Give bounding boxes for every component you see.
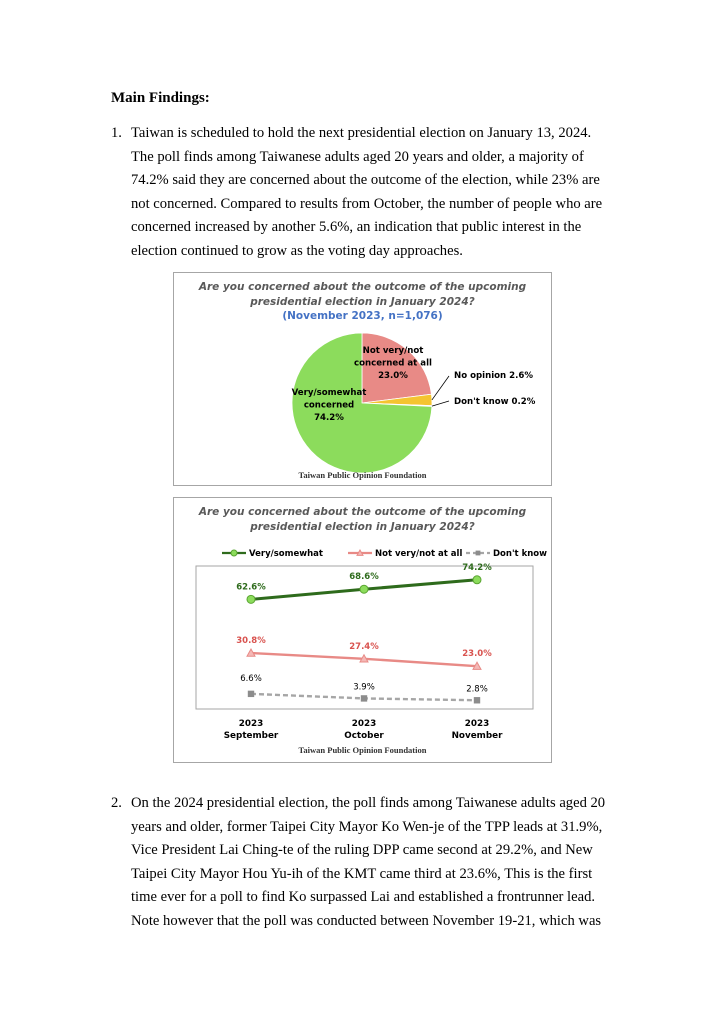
pie-chart-title-line2: presidential election in January 2024? (250, 296, 475, 308)
x-tick-label: 2023 September (223, 719, 279, 741)
data-label: 30.8% (236, 636, 266, 647)
pie-chart-title-line1: Are you concerned about the outcome of the upcoming (198, 281, 527, 293)
legend-label: Not very/not at all (375, 549, 463, 559)
finding-text-line: Taiwan is scheduled to hold the next presidential election on January 13, 2024. (131, 125, 592, 141)
pie-slice-label: No opinion 2.6% (454, 371, 534, 381)
main-findings-heading: Main Findings: (111, 90, 210, 106)
data-label: 27.4% (349, 641, 379, 652)
x-tick-label: 2023 October (344, 719, 384, 741)
data-label: 23.0% (462, 649, 492, 660)
finding-text-line: not concerned. Compared to results from October, the number of people who are (131, 195, 603, 212)
data-label: 62.6% (236, 582, 266, 593)
pie-leader-line (432, 376, 449, 400)
data-label: 6.6% (240, 673, 262, 684)
data-point (361, 695, 367, 701)
finding-text-line: Taipei City Mayor Hou Yu-ih of the KMT came third at 23.6%, This is the first (131, 865, 593, 882)
line-chart-box (173, 497, 552, 763)
line-chart (174, 498, 551, 762)
pie-chart (174, 273, 551, 485)
finding-1 (111, 122, 611, 263)
legend-marker (476, 551, 481, 556)
data-point (248, 691, 254, 697)
finding-number: 2. (111, 795, 122, 811)
pie-slice-label: Not very/not concerned at all 23.0% (354, 346, 432, 381)
pie-chart-box (173, 272, 552, 486)
data-label: 3.9% (353, 682, 375, 693)
finding-text-line: 74.2% said they are concerned about the outcome of the election, while 23% are (131, 172, 600, 188)
legend-label: Don't know (493, 549, 547, 559)
finding-text-line: years and older, former Taipei City Mayor Ko Wen-je of the TPP leads at 31.9%, (131, 818, 603, 835)
finding-number: 1. (111, 125, 122, 141)
finding-2 (111, 792, 611, 933)
line-chart-title-line1: Are you concerned about the outcome of the upcoming (198, 506, 527, 518)
legend-marker (231, 550, 237, 556)
finding-text-line: election continued to grow as the voting day approaches. (131, 242, 463, 259)
data-point (360, 585, 368, 593)
line-chart-title-line2: presidential election in January 2024? (250, 521, 475, 533)
data-label: 2.8% (466, 684, 488, 695)
pie-slice-label: Very/somewhat concerned 74.2% (291, 388, 367, 423)
finding-text-line: The poll finds among Taiwanese adults aged 20 years and older, a majority of (131, 148, 584, 165)
finding-text-line: time ever for a poll to find Ko surpassed Lai and established a frontrunner lead. (131, 889, 596, 905)
x-tick-label: 2023 November (451, 719, 503, 741)
data-label: 68.6% (349, 572, 379, 583)
finding-text-line: Note however that the poll was conducted between November 19-21, which was (131, 912, 602, 929)
pie-chart-footer: Taiwan Public Opinion Foundation (298, 470, 427, 480)
pie-chart-subtitle: (November 2023, n=1,076) (282, 310, 443, 322)
pie-slice-label: Don't know 0.2% (454, 397, 536, 407)
line-chart-footer: Taiwan Public Opinion Foundation (298, 745, 427, 755)
data-point (474, 697, 480, 703)
data-label: 74.2% (462, 562, 492, 573)
finding-text-line: On the 2024 presidential election, the poll finds among Taiwanese adults aged 20 (131, 795, 606, 811)
finding-text-line: Vice President Lai Ching-te of the ruling DPP came second at 29.2%, and New (131, 842, 593, 858)
pie-leader-line (432, 401, 449, 406)
data-point (473, 576, 481, 584)
finding-text-line: concerned increased by another 5.6%, an indication that public interest in the (131, 219, 582, 235)
data-point (247, 595, 255, 603)
legend-label: Very/somewhat (249, 549, 323, 559)
